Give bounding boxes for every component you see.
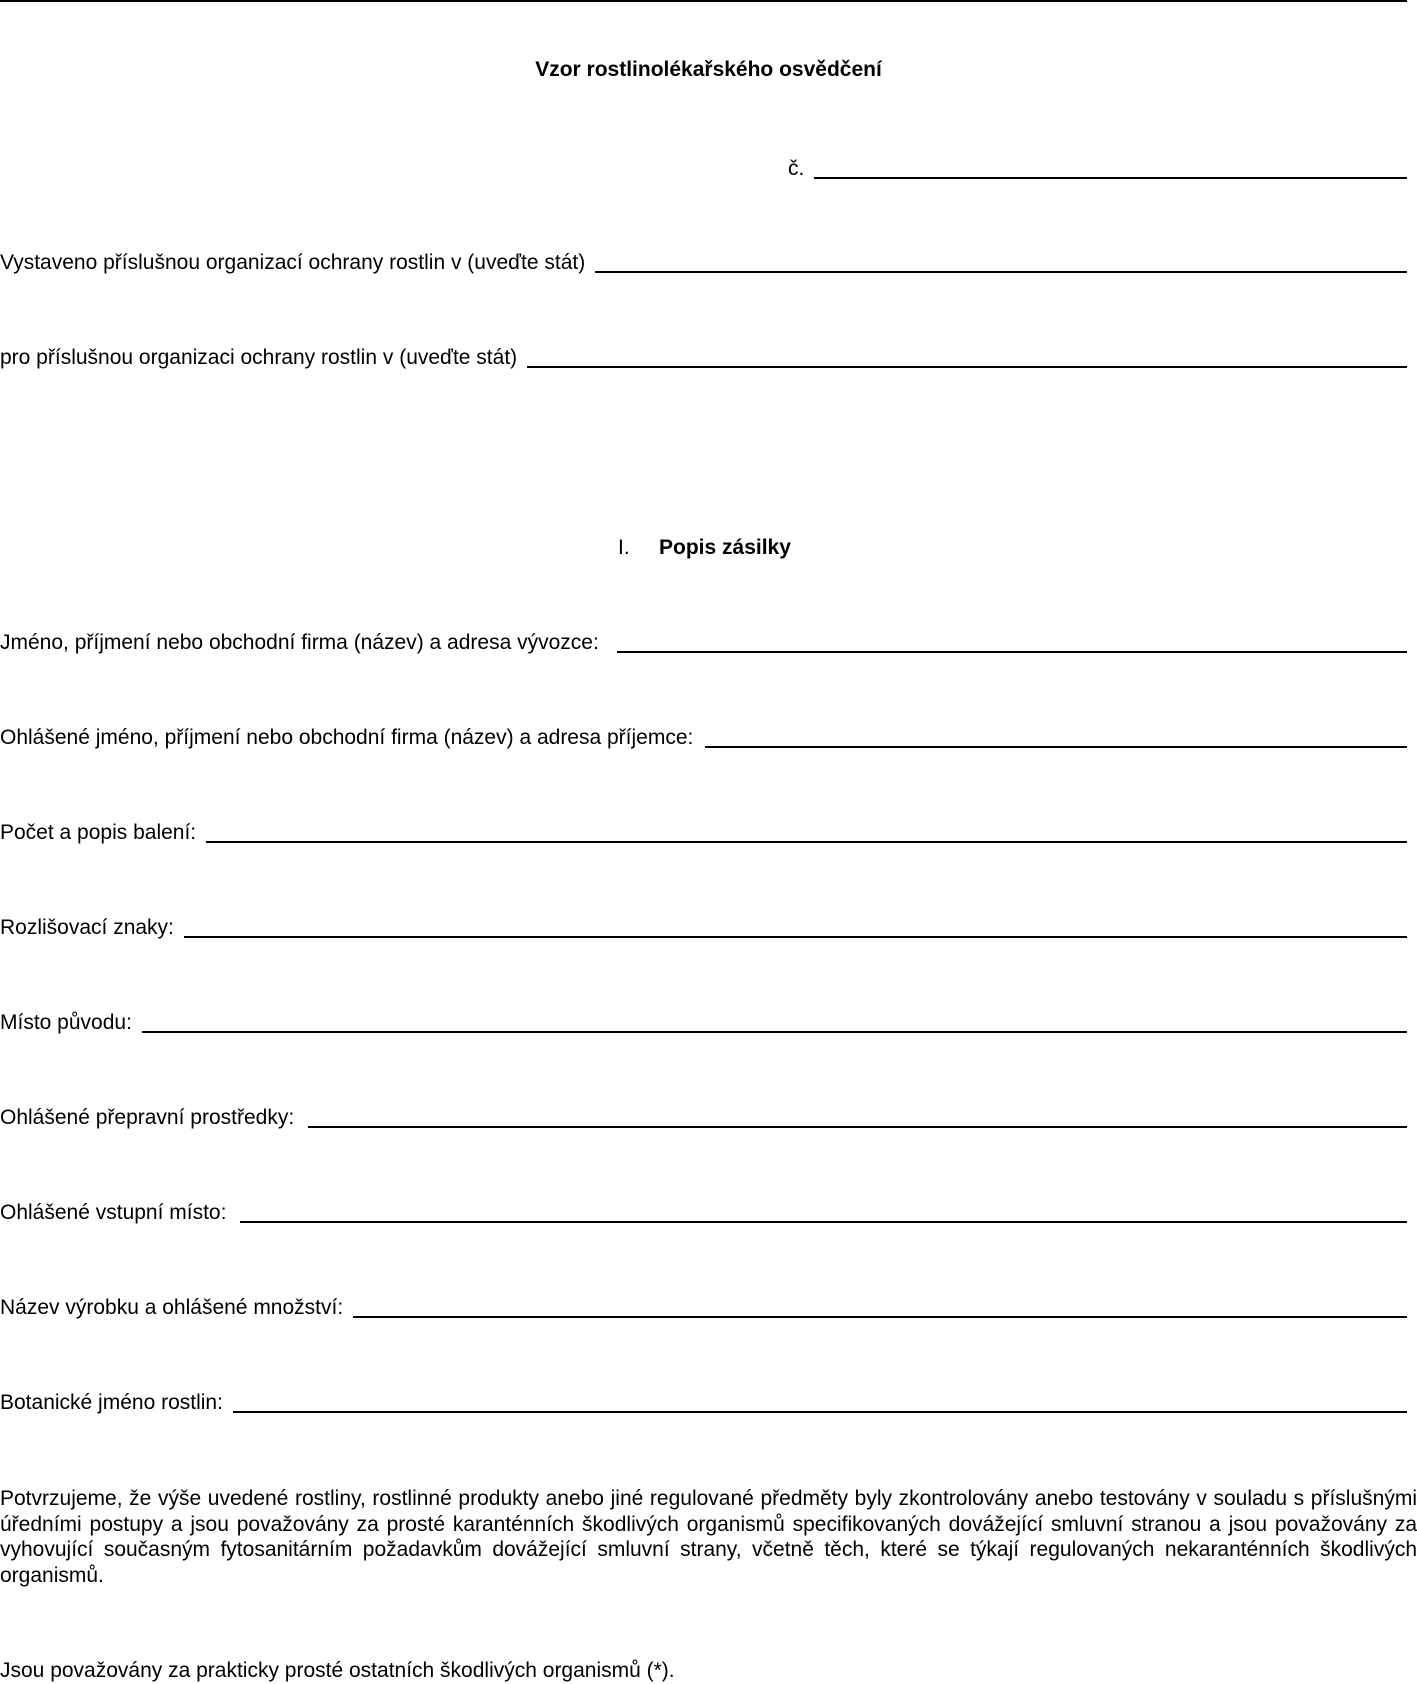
- certificate-number-field[interactable]: [814, 157, 1407, 179]
- section-heading: [618, 535, 791, 561]
- transport-row: [0, 1105, 1407, 1131]
- entry-point-row: [0, 1200, 1407, 1226]
- entry-point-label: Ohlášené vstupní místo:: [0, 1201, 227, 1224]
- marks-label: Rozlišovací znaky:: [0, 916, 174, 939]
- entry-point-field[interactable]: [240, 1201, 1407, 1223]
- issued-for-label: pro příslušnou organizaci ochrany rostlin v (uveďte stát): [0, 346, 518, 369]
- product-row: [0, 1295, 1407, 1321]
- botanical-label: Botanické jméno rostlin:: [0, 1391, 223, 1414]
- origin-field[interactable]: [142, 1011, 1407, 1033]
- packages-row: [0, 820, 1407, 846]
- section-number: I.: [618, 536, 630, 559]
- marks-field[interactable]: [184, 916, 1407, 938]
- top-rule: [0, 0, 1407, 2]
- botanical-row: [0, 1390, 1407, 1416]
- exporter-row: [0, 630, 1407, 656]
- packages-label: Počet a popis balení:: [0, 821, 197, 844]
- issued-by-row: [0, 250, 1407, 276]
- exporter-label: Jméno, příjmení nebo obchodní firma (název) a adresa vývozce:: [0, 631, 599, 654]
- issued-for-row: [0, 345, 1407, 371]
- transport-field[interactable]: [308, 1106, 1407, 1128]
- certification-paragraph: Potvrzujeme, že výše uvedené rostliny, rostlinné produkty anebo jiné regulované předměty byly zkontrolovány anebo testovány v souladu s příslušnými úředními postupy a jsou považovány za prosté karanténních škodlivých organismů specifikovaných dovážející smluvní stranou a jsou považovány za vyhovující současným fytosanitárním požadavkům dovážející smluvní strany, včetně těch, které se týkají regulovaných nekaranténních škodlivých organismů.: [0, 1487, 1417, 1587]
- issued-by-label: Vystaveno příslušnou organizací ochrany rostlin v (uveďte stát): [0, 251, 586, 274]
- product-label: Název výrobku a ohlášené množství:: [0, 1296, 344, 1319]
- origin-row: [0, 1010, 1407, 1036]
- botanical-field[interactable]: [233, 1391, 1407, 1413]
- packages-field[interactable]: [206, 821, 1407, 843]
- consignee-field[interactable]: [705, 726, 1407, 748]
- consignee-row: [0, 725, 1407, 751]
- section-title: Popis zásilky: [659, 536, 791, 559]
- certificate-number-row: [788, 156, 1407, 182]
- document-title: Vzor rostlinolékařského osvědčení: [535, 58, 882, 81]
- issued-for-field[interactable]: [527, 346, 1407, 368]
- origin-label: Místo původu:: [0, 1011, 132, 1034]
- exporter-field[interactable]: [617, 631, 1407, 653]
- consignee-label: Ohlášené jméno, příjmení nebo obchodní firma (název) a adresa příjemce:: [0, 726, 694, 749]
- product-field[interactable]: [353, 1296, 1407, 1318]
- marks-row: [0, 915, 1407, 941]
- issued-by-field[interactable]: [595, 251, 1407, 273]
- closing-line: Jsou považovány za prakticky prosté ostatních škodlivých organismů (*).: [0, 1659, 675, 1682]
- certificate-number-label: č.: [788, 157, 805, 180]
- transport-label: Ohlášené přepravní prostředky:: [0, 1106, 295, 1129]
